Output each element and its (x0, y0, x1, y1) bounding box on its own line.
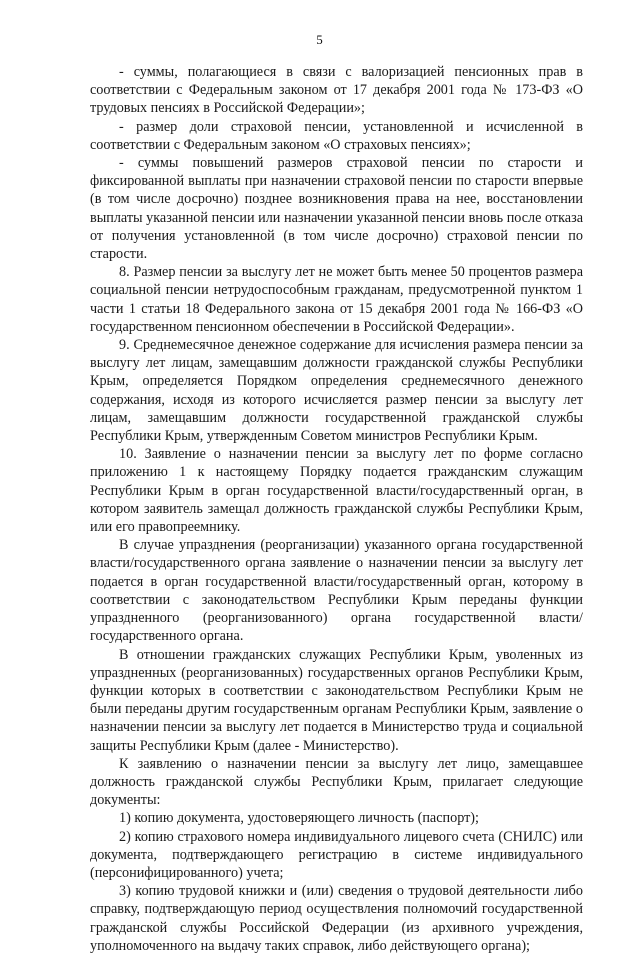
paragraph: - суммы повышений размеров страховой пенсии по старости и фиксированной выплаты при назначении страховой пенсии по старости впервые (в том числе досрочно) позднее возникновения права на нее, восстановлении выплаты указанной пенсии или назначении указанной пенсии вновь после отказа от получения установленной (в том числе досрочно) страховой пенсии по старости. (90, 155, 583, 263)
paragraph: 10. Заявление о назначении пенсии за выслугу лет по форме согласно приложению 1 к настоящему Порядку подается гражданским служащим Республики Крым в орган государственной власти/государственный орган, в котором заявитель замещал должность гражданской службы Республики Крым, или его правопреемнику. (90, 446, 583, 536)
paragraph: 8. Размер пенсии за выслугу лет не может быть менее 50 процентов размера социальной пенсии нетрудоспособным гражданам, предусмотренной пунктом 1 части 1 статьи 18 Федерального закона от 15 декабря 2001 года № 166-ФЗ «О государственном пенсионном обеспечении в Российской Федерации». (90, 264, 583, 335)
paragraph: 9. Среднемесячное денежное содержание для исчисления размера пенсии за выслугу лет лицам, замещавшим должности гражданской службы Республики Крым, определяется Порядком определения среднемесячного денежного содержания, исходя из которого исчисляется размер пенсии за выслугу лет лицам, замещавшим должности государственной гражданской службы Республики Крым, утвержденным Советом министров Республики Крым. (90, 337, 583, 445)
paragraph: 2) копию страхового номера индивидуального лицевого счета (СНИЛС) или документа, подтверждающего регистрацию в системе индивидуального (персонифицированного) учета; (90, 828, 583, 881)
paragraph: В случае упразднения (реорганизации) указанного органа государственной власти/государственного органа заявление о назначении пенсии за выслугу лет подается в орган государственной власти/государственный орган, которому в соответствии с законодательством Республики Крым переданы функции упраздненного (реорганизованного) органа государственной власти/ государственного органа. (90, 537, 583, 645)
paragraph: В отношении гражданских служащих Республики Крым, уволенных из упраздненных (реорганизованных) государственных органов Республики Крым, функции которых в соответствии с законодательством Республики Крым не были переданы другим государственным органам Республики Крым, заявление о назначении пенсии за выслугу лет подается в Министерство труда и социальной защиты Республики Крым (далее - Министерство). (90, 646, 583, 754)
document-body (90, 63, 583, 955)
paragraph: - размер доли страховой пенсии, установленной и исчисленной в соответствии с Федеральным законом «О страховых пенсиях»; (90, 118, 583, 153)
paragraph: - суммы, полагающиеся в связи с валоризацией пенсионных прав в соответствии с Федеральным законом от 17 декабря 2001 года № 173-ФЗ «О трудовых пенсиях в Российской Федерации»; (90, 64, 583, 117)
page-number: 5 (316, 32, 323, 47)
paragraph: 3) копию трудовой книжки и (или) сведения о трудовой деятельности либо справку, подтверждающую период осуществления полномочий государственной гражданской службы Российской Федерации (из архивного учреждения, уполномоченного на выдачу таких справок, либо действующего органа); (90, 883, 583, 954)
paragraph: К заявлению о назначении пенсии за выслугу лет лицо, замещавшее должность гражданской службы Республики Крым, прилагает следующие документы: (90, 755, 583, 809)
paragraph: 1) копию документа, удостоверяющего личность (паспорт); (119, 810, 479, 827)
